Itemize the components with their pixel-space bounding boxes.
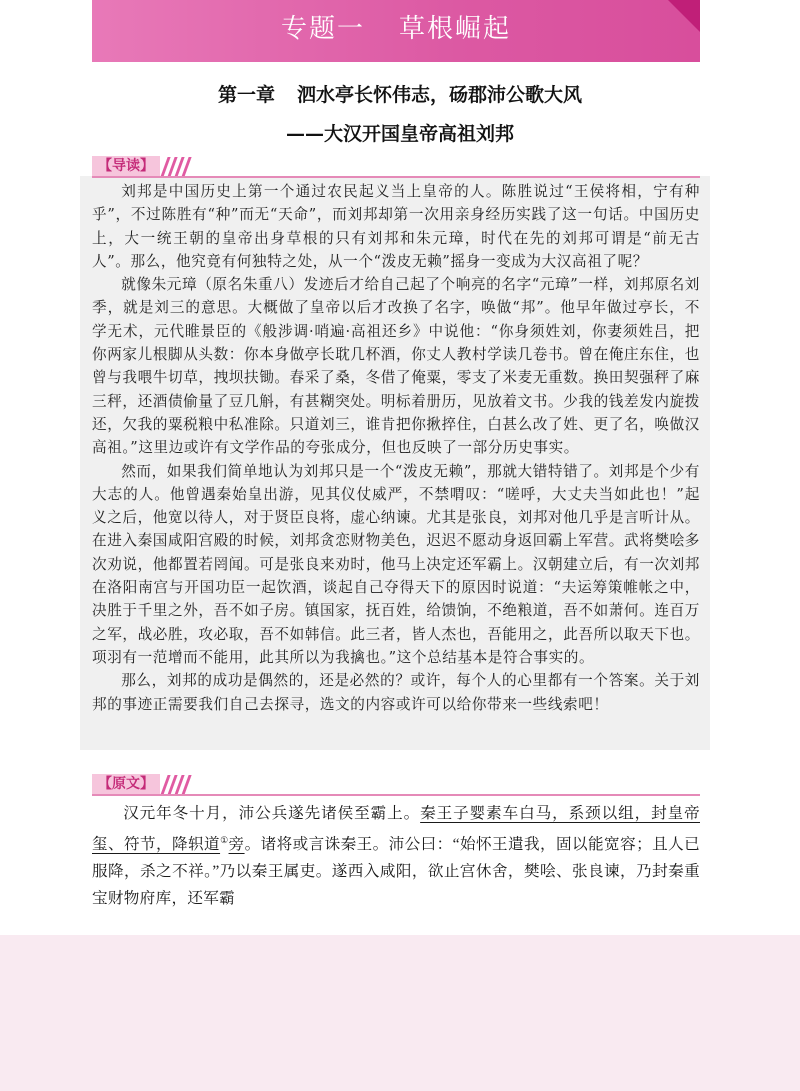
intro-tag-rule: [92, 176, 700, 178]
page-bottom-band: [0, 935, 800, 1091]
chapter-heading: 泗水亭长怀伟志，砀郡沛公歌大风: [297, 84, 583, 106]
tag-slash-decoration: [164, 157, 192, 177]
original-text: [92, 800, 700, 912]
chapter-title: [0, 80, 800, 107]
intro-paragraph: 刘邦是中国历史上第一个通过农民起义当上皇帝的人。陈胜说过“王侯将相，宁有种乎”，不过陈胜有“种”而无“天命”，而刘邦却第一次用亲身经历实践了这一句话。中国历史上，大一统王朝的皇帝出身草根的只有刘邦和朱元璋，时代在先的刘邦可谓是“前无古人”。那么，他究竟有何独特之处，从一个“泼皮无赖”摇身一变成为大汉高祖了呢？: [92, 183, 700, 270]
original-tag-rule: [92, 794, 700, 796]
section-title: [92, 8, 700, 45]
original-text-run: 汉元年冬十月，沛公兵遂先诸侯至霸上。: [123, 805, 421, 822]
part-label: 专题一: [280, 14, 365, 44]
section-banner: [92, 0, 700, 62]
tag-slash-decoration: [164, 775, 192, 795]
original-tag-label: 【原文】: [92, 774, 160, 795]
underlined-phrase: 旁: [228, 836, 245, 854]
original-tag: [92, 773, 192, 796]
chapter-subtitle: ——大汉开国皇帝高祖刘邦: [285, 123, 514, 145]
intro-tag-label: 【导读】: [92, 156, 160, 177]
original-text-run: 。诸将或言诛秦王。沛公曰：“始怀王遣我，固以能宽容；且人已服降，杀之不祥。”乃以秦王属吏。遂西入咸阳，欲止宫休舍，樊哙、张良谏，乃封秦重宝财物府库，还军霸: [92, 836, 700, 908]
chapter-number: 第一章: [217, 84, 275, 106]
intro-text: [92, 180, 700, 716]
part-name: 草根崛起: [399, 14, 512, 44]
intro-tag: [92, 155, 192, 178]
intro-paragraph: 然而，如果我们简单地认为刘邦只是一个“泼皮无赖”，那就大错特错了。刘邦是个少有大志的人。他曾遇秦始皇出游，见其仪仗威严，不禁喟叹：“嗟呼，大丈夫当如此也！”起义之后，他宽以待人，对于贤臣良将，虚心纳谏。尤其是张良，刘邦对他几乎是言听计从。在进入秦国咸阳宫殿的时候，刘邦贪恋财物美色，迟迟不愿动身返回霸上军营。武将樊哙多次劝说，他都置若罔闻。可是张良来劝时，他马上决定还军霸上。汉朝建立后，有一次刘邦在洛阳南宫与开国功臣一起饮酒，谈起自己夺得天下的原因时说道：“夫运筹策帷帐之中，决胜于千里之外，吾不如子房。镇国家，抚百姓，给馈饷，不绝粮道，吾不如萧何。连百万之军，战必胜，攻必取，吾不如韩信。此三者，皆人杰也，吾能用之，此吾所以取天下也。项羽有一范增而不能用，此其所以为我擒也。”这个总结基本是符合事实的。: [92, 462, 700, 666]
intro-paragraph: 那么，刘邦的成功是偶然的，还是必然的？或许，每个人的心里都有一个答案。关于刘邦的事迹正需要我们自己去探寻，选文的内容或许可以给你带来一些线索吧！: [92, 672, 700, 713]
underlined-phrase: 秦王子婴素车白马，系颈以组，封皇帝玺、符节，降轵道: [92, 805, 700, 854]
original-paragraph: [92, 800, 700, 912]
intro-paragraph: 就像朱元璋（原名朱重八）发迹后才给自己起了个响亮的名字“元璋”一样，刘邦原名刘季，就是刘三的意思。大概做了皇帝以后才改换了名字，唤做“邦”。他早年做过亭长，不学无术，元代睢景臣的《般涉调·哨遍·高祖还乡》中说他：“你身须姓刘，你妻须姓吕，把你两家儿根脚从头数：你本身做亭长耽几杯酒，你丈人教村学读几卷书。曾在俺庄东住，也曾与我喂牛切草，拽坝扶锄。春采了桑，冬借了俺粟，零支了米麦无重数。换田契强秤了麻三秤，还酒债偷量了豆几斛，有甚糊突处。明标着册历，见放着文书。少我的钱差发内旋拨还，欠我的粟税粮中私准除。只道刘三，谁肯把你揪捽住，白甚么改了姓、更了名，唤做汉高祖。”这里边或许有文学作品的夸张成分，但也反映了一部分历史事实。: [92, 276, 700, 457]
footnote-marker[interactable]: ①: [220, 835, 229, 845]
banner-corner-decoration: [668, 0, 700, 32]
